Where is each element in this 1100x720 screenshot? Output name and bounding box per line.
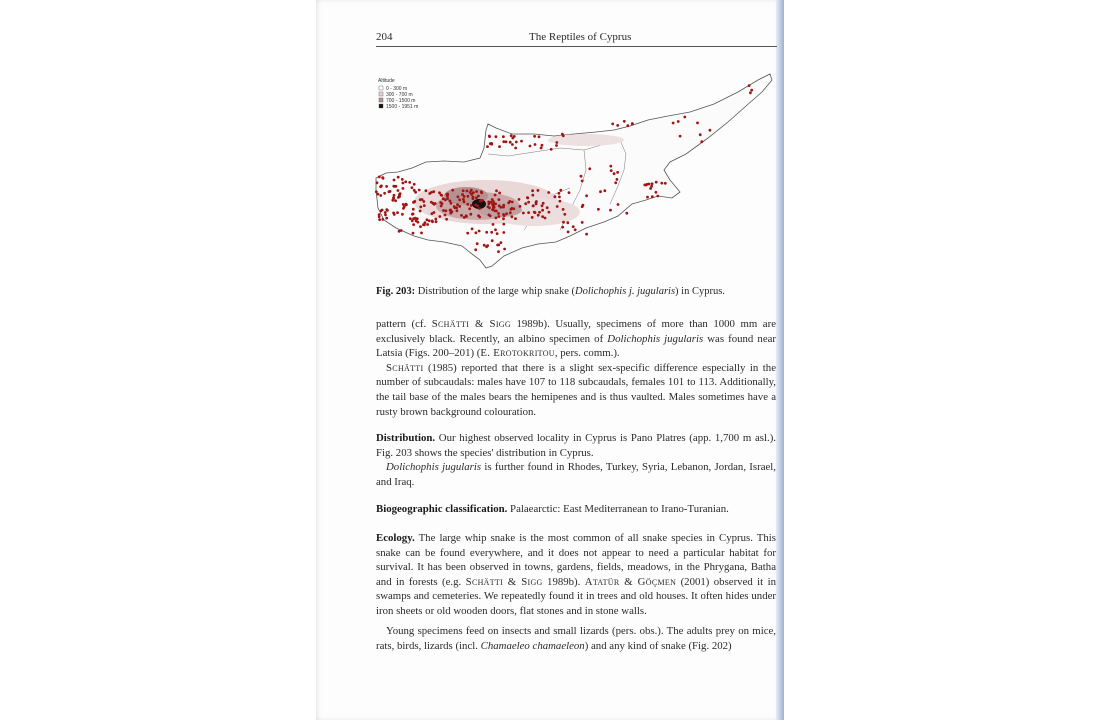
occurrence-point [582,204,585,207]
occurrence-point [383,192,386,195]
occurrence-point [455,206,458,209]
occurrence-point [377,193,380,196]
occurrence-point [581,180,584,183]
legend-swatch [379,86,383,90]
occurrence-point [511,201,514,204]
occurrence-point [611,123,614,126]
occurrence-point [456,203,459,206]
occurrence-point [481,199,484,202]
occurrence-point [533,135,536,138]
occurrence-point [483,244,486,247]
occurrence-point [411,213,414,216]
occurrence-point [519,205,522,208]
occurrence-point [430,191,433,194]
occurrence-point [588,167,591,170]
occurrence-point [616,124,619,127]
occurrence-point [561,226,564,229]
occurrence-point [451,189,454,192]
legend-swatch [379,98,383,102]
occurrence-point [414,191,417,194]
occurrence-point [651,182,654,185]
occurrence-point [402,187,405,190]
occurrence-point [462,189,465,192]
occurrence-point [391,199,394,202]
occurrence-point [381,218,384,221]
occurrence-point [677,120,680,123]
occurrence-point [392,196,395,199]
occurrence-point [572,225,575,228]
occurrence-point [567,231,570,234]
occurrence-point [540,147,543,150]
occurrence-point [401,178,404,181]
occurrence-point [568,191,571,194]
legend-title: Altitude [378,78,395,84]
occurrence-point [580,175,583,178]
occurrence-point [522,212,525,215]
occurrence-point [476,242,479,245]
occurrence-point [393,185,396,188]
occurrence-point [597,208,600,211]
occurrence-point [750,89,753,92]
occurrence-point [496,232,499,235]
occurrence-point [490,143,493,146]
occurrence-point [535,203,538,206]
occurrence-point [541,144,544,147]
paragraph-pattern: pattern (cf. Schätti & Sigg 1989b). Usually, specimens of more than 1000 mm are exclusively black. Recently, an albino specimen of Dolichophis jugularis was found near Latsia (Figs. 200–201) (E. Erotokritou, pers. comm.). Schätti (1985) reported that there is a slight sex-specific difference especially in the number of subcaudals: males have 107 to 118 subcaudals, females 101 to 113. Additionally, the tail base of the males bears the hemipenes and is thus vaulted. Males sometimes have a rusty brown background colouration. [376,318,777,418]
occurrence-point [497,215,500,218]
occurrence-point [381,176,384,179]
occurrence-point [433,203,436,206]
occurrence-point [398,230,401,233]
occurrence-point [527,211,530,214]
occurrence-point [495,189,498,192]
occurrence-point [477,214,480,217]
section-distribution: Distribution. Our highest observed locality in Cyprus is Pano Platres (app. 1,700 m asl.). Fig. 203 shows the species' distribution in Cyprus. Dolichophis jugularis is further found in Rhodes, Turkey, Syria, Lebanon, Jordan, Israel, and Iraq. [376,432,776,488]
occurrence-point [490,201,493,204]
occurrence-point [700,140,703,143]
occurrence-point [411,219,414,222]
occurrence-point [500,241,503,244]
occurrence-point [566,221,569,224]
occurrence-point [494,228,497,231]
occurrence-point [474,203,477,206]
occurrence-point [449,209,452,212]
occurrence-point [656,195,659,198]
occurrence-point [538,135,541,138]
paragraph-subcaudals: Schätti (1985) reported that there is a slight sex-specific difference especially in the number of subcaudals: males have 107 to 118 subcaudals, females 101 to 113. Additionally, the tail base of the males bears the hemipenes and is thus vaulted. Males sometimes have a rusty brown background colouration. [376,361,776,418]
occurrence-point [486,145,489,148]
occurrence-point [434,218,437,221]
occurrence-point [623,120,626,123]
occurrence-point [645,184,648,187]
occurrence-point [613,172,616,175]
occurrence-point [581,221,584,224]
paragraph-diet: Young specimens feed on insects and small lizards (pers. obs.). The adults prey on mice, rats, birds, lizards (incl. Chamaeleo chamaeleon) and any kind of snake (Fig. 202) [376,625,776,652]
occurrence-point [614,181,617,184]
distribution-heading: Distribution. [376,432,436,444]
occurrence-point [401,213,404,216]
occurrence-point [412,208,415,211]
occurrence-point [441,202,444,205]
occurrence-point [477,195,480,198]
occurrence-point [514,217,517,220]
occurrence-point [683,116,686,119]
occurrence-point [412,223,415,226]
occurrence-point [404,180,407,183]
occurrence-point [439,215,442,218]
occurrence-point [526,197,529,200]
occurrence-point [375,190,378,193]
occurrence-point [402,182,405,185]
occurrence-point [458,199,461,202]
occurrence-point [458,205,461,208]
occurrence-point [446,193,449,196]
map-legend [378,78,418,110]
occurrence-point [537,189,540,192]
legend-swatch [379,104,383,108]
occurrence-point [453,205,456,208]
occurrence-point [466,232,469,235]
occurrence-point [679,135,682,138]
occurrence-point [555,144,558,147]
occurrence-point [419,210,422,213]
occurrence-point [500,206,503,209]
occurrence-point [449,200,452,203]
occurrence-point [498,192,501,195]
occurrence-point [380,210,383,213]
occurrence-point [649,187,652,190]
occurrence-point [488,207,491,210]
occurrence-point [425,189,428,192]
occurrence-point [544,217,547,220]
cyprus-island [375,74,772,268]
occurrence-point [413,183,416,186]
occurrence-point [546,206,549,209]
occurrence-point [561,133,564,136]
occurrence-point [696,122,699,125]
occurrence-point [419,198,422,201]
occurrence-point [471,228,474,231]
occurrence-point [440,205,443,208]
occurrence-point [625,212,628,215]
occurrence-point [651,195,654,198]
occurrence-point [617,203,620,206]
occurrence-point [502,135,505,138]
occurrence-point [491,239,494,242]
occurrence-point [749,91,752,94]
occurrence-point [507,201,510,204]
occurrence-point [491,198,494,201]
occurrence-point [660,182,663,185]
occurrence-point [428,219,431,222]
occurrence-point [495,210,498,213]
occurrence-point [699,133,702,136]
occurrence-point [555,141,558,144]
occurrence-point [558,192,561,195]
running-title: The Reptiles of Cyprus [529,31,632,43]
occurrence-point [403,205,406,208]
occurrence-point [527,201,530,204]
occurrence-point [461,193,464,196]
occurrence-point [485,231,488,234]
occurrence-point [384,211,387,214]
occurrence-point [541,215,544,218]
occurrence-point [494,194,497,197]
occurrence-point [420,232,423,235]
occurrence-point [393,213,396,216]
occurrence-point [609,165,612,168]
island-outline [376,74,772,268]
occurrence-point [502,223,505,226]
occurrence-point [548,211,551,214]
section-biogeographic: Biogeographic classification. Palaearctic: East Mediterranean to Irano-Turanian. [376,503,729,515]
distribution-map [374,70,776,270]
page-gutter-shadow [776,0,784,720]
occurrence-point [511,215,514,218]
occurrence-point [574,228,577,231]
occurrence-point [462,198,465,201]
occurrence-point [511,143,514,146]
occurrence-point [616,178,619,181]
occurrence-point [531,194,534,197]
occurrence-point [562,208,565,211]
caption-label: Fig. 203: [376,286,416,297]
occurrence-point [502,140,505,143]
occurrence-point [585,194,588,197]
occurrence-point [472,191,475,194]
occurrence-point [442,209,445,212]
occurrence-point [518,198,521,201]
occurrence-point [503,214,506,217]
occurrence-point [397,189,400,192]
occurrence-point [418,189,421,192]
occurrence-point [562,221,565,224]
occurrence-point [467,195,470,198]
occurrence-point [398,195,401,198]
legend-label: 1500 - 1951 m [386,104,419,110]
occurrence-point [559,200,562,203]
occurrence-point [558,196,561,199]
occurrence-point [585,233,588,236]
occurrence-point [444,214,447,217]
occurrence-point [495,135,498,138]
occurrence-point [534,143,537,146]
occurrence-point [502,231,505,234]
page-header [376,30,777,47]
occurrence-point [480,190,483,193]
occurrence-point [609,209,612,212]
occurrence-point [529,145,532,148]
legend-label: 0 - 300 m [386,86,408,92]
occurrence-point [563,213,566,216]
occurrence-point [472,197,475,200]
occurrence-point [385,217,388,220]
legend-label: 700 - 1500 m [386,98,416,104]
occurrence-point [631,122,634,125]
occurrence-point [456,209,459,212]
occurrence-point [534,211,537,214]
occurrence-point [449,212,452,215]
occurrence-point [531,216,534,219]
occurrence-point [626,124,629,127]
occurrence-point [655,181,658,184]
occurrence-point [610,169,613,172]
occurrence-point [417,221,420,224]
occurrence-point [490,231,493,234]
occurrence-point [509,211,512,214]
occurrence-point [409,217,412,220]
occurrence-point [497,244,500,247]
occurrence-point [470,204,473,207]
occurrence-point [655,191,658,194]
occurrence-point [378,215,381,218]
occurrence-point [411,186,414,189]
occurrence-point [445,209,448,212]
occurrence-point [469,213,472,216]
occurrence-point [435,220,438,223]
ecology-heading: Ecology. [376,532,415,544]
occurrence-point [446,197,449,200]
occurrence-point [497,250,500,253]
occurrence-point [532,204,535,207]
occurrence-point [478,230,481,233]
occurrence-point [547,191,550,194]
occurrence-point [537,214,540,217]
occurrence-point [503,248,506,251]
occurrence-point [616,171,619,174]
occurrence-point [502,217,505,220]
section-ecology: Ecology. The large whip snake is the most common of all snake species in Cyprus. This snake can be found everywhere, and it does not appear to need a particular habitat for survival. It has been observed in towns, gardens, fields, meadows, in the Phrygana, Batha and in forests (e.g. Schätti & Sigg 1989b). Atatür & Göçmen (2001) observed it in swamps and cemeteries. We repeatedly found it in trees and old houses. It often hides under iron sheets or old wooden doors, flat stones and in stone walls. [376,532,776,617]
occurrence-point [492,223,495,226]
occurrence-point [440,194,443,197]
occurrence-point [541,209,544,212]
occurrence-point [470,189,473,192]
occurrence-point [515,141,518,144]
occurrence-point [488,214,491,217]
occurrence-point [412,232,415,235]
occurrence-point [442,197,445,200]
occurrence-point [495,217,498,220]
occurrence-point [505,212,508,215]
occurrence-point [396,211,399,214]
occurrence-point [498,198,501,201]
occurrence-point [538,211,541,214]
occurrence-point [559,189,562,192]
occurrence-point [378,218,381,221]
occurrence-point [379,194,382,197]
occurrence-point [419,206,422,209]
occurrence-point [509,141,512,144]
occurrence-point [466,190,469,193]
occurrence-point [463,216,466,219]
occurrence-point [748,84,751,87]
occurrence-point [378,176,381,179]
occurrence-point [709,129,712,132]
occurrence-point [380,185,383,188]
occurrence-point [510,208,513,211]
occurrence-point [433,211,436,214]
occurrence-point [408,181,411,184]
occurrence-point [492,206,495,209]
occurrence-point [514,147,517,150]
occurrence-point [450,202,453,205]
occurrence-point [394,199,397,202]
occurrence-point [385,208,388,211]
occurrence-point [488,135,491,138]
occurrence-point [412,201,415,204]
legend-label: 300 - 700 m [386,92,413,98]
occurrence-point [485,245,488,248]
occurrence-point [445,218,448,221]
occurrence-point [664,182,667,185]
occurrence-point [423,223,426,226]
occurrence-point [474,248,477,251]
occurrence-point [520,140,523,143]
occurrence-point [388,190,391,193]
occurrence-point [475,231,478,234]
occurrence-point [510,134,513,137]
occurrence-point [502,204,505,207]
occurrence-point [466,203,469,206]
occurrence-point [385,185,388,188]
occurrence-point [646,196,649,199]
occurrence-point [475,190,478,193]
occurrence-point [405,203,408,206]
occurrence-point [422,200,425,203]
occurrence-point [460,214,463,217]
biogeo-heading: Biogeographic classification. [376,503,508,515]
occurrence-point [599,190,602,193]
figure-caption: Fig. 203: Distribution of the large whip snake (Dolichophis j. jugularis) in Cyprus. [376,286,725,297]
occurrence-point [393,179,396,182]
occurrence-point [541,204,544,207]
occurrence-point [393,194,396,197]
occurrence-point [556,205,559,208]
occurrence-point [603,189,606,192]
occurrence-point [524,202,527,205]
occurrence-point [497,212,500,215]
occurrence-point [550,148,553,151]
occurrence-point [457,195,460,198]
occurrence-point [430,201,433,204]
occurrence-point [431,220,434,223]
occurrence-point [397,176,400,179]
occurrence-point [511,137,514,140]
occurrence-point [384,214,387,217]
occurrence-point [531,189,534,192]
occurrence-point [554,195,557,198]
occurrence-point [498,145,501,148]
occurrence-point [468,207,471,210]
page-number: 204 [376,31,393,43]
occurrence-point [376,181,379,184]
legend-swatch [379,92,383,96]
occurrence-point [423,204,426,207]
occurrence-point [542,202,545,205]
occurrence-point [419,225,422,228]
occurrence-point [672,122,675,125]
occurrence-point [478,207,481,210]
occurrence-point [426,223,429,226]
